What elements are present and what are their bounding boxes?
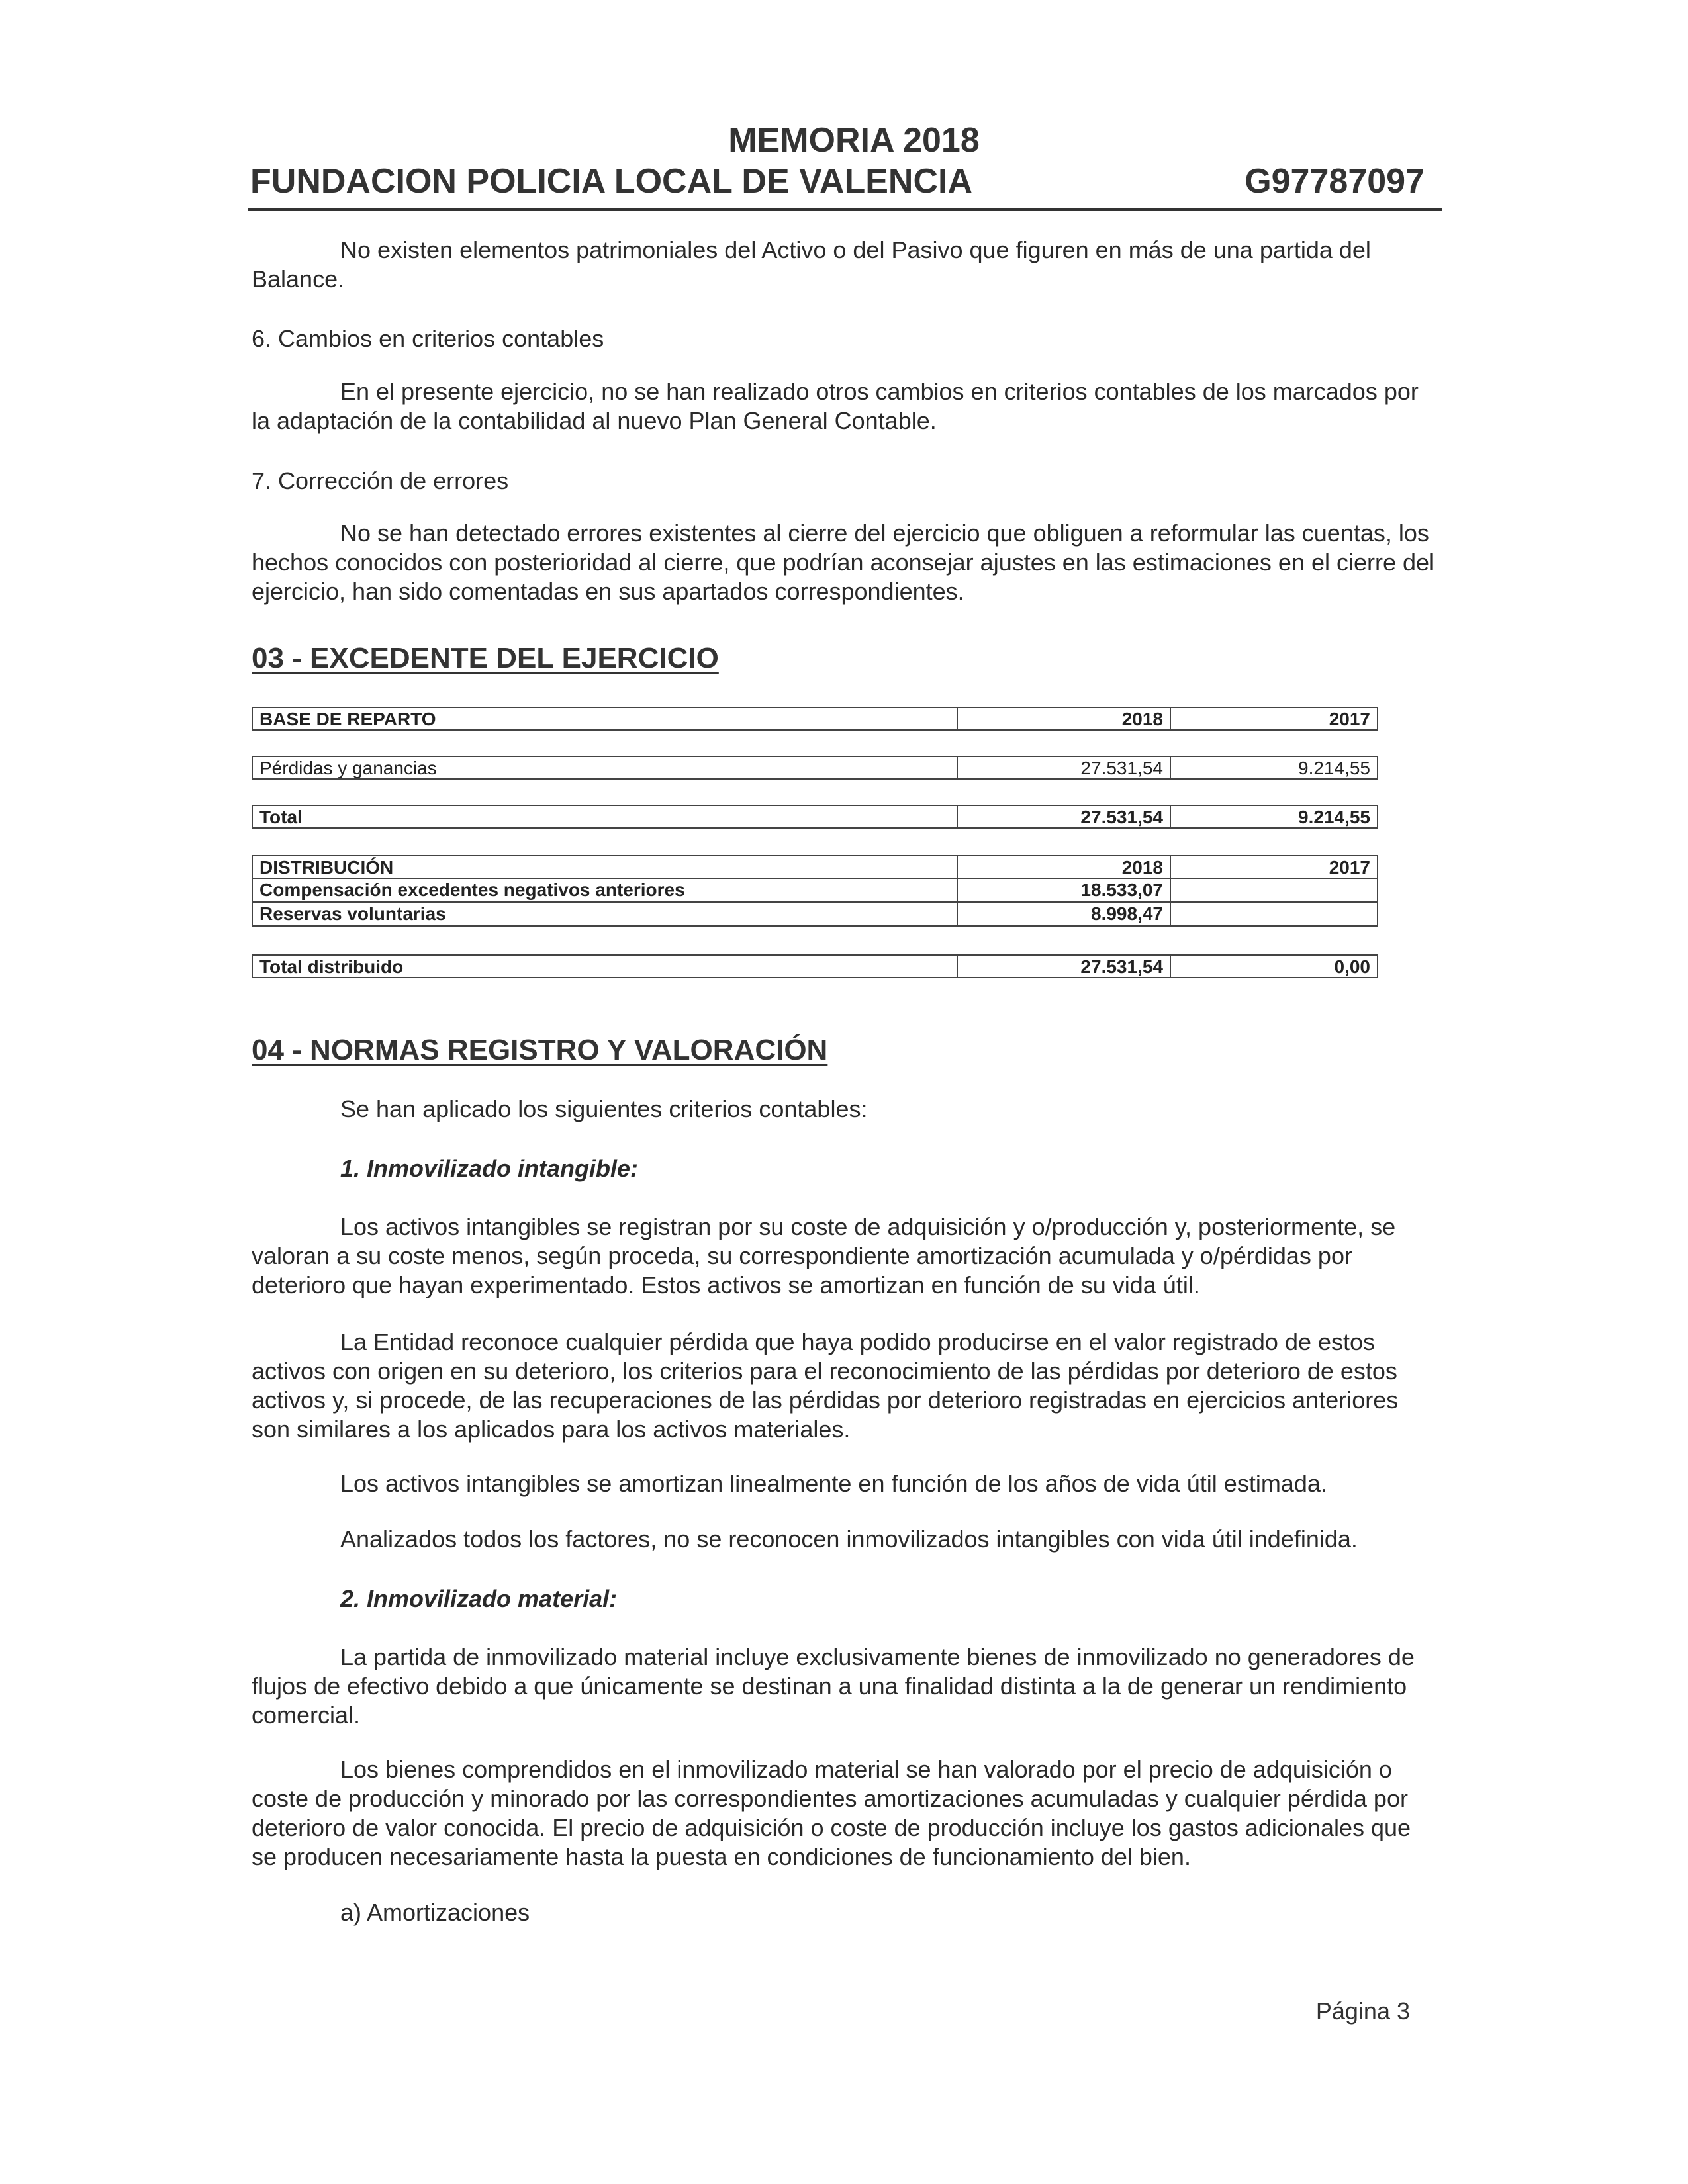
sub1-heading: 1. Inmovilizado intangible: [340, 1155, 639, 1182]
sub2-item-a: a) Amortizaciones [340, 1899, 530, 1926]
section7-heading: 7. Corrección de errores [252, 467, 509, 494]
dist-header-label: DISTRIBUCIÓN [252, 855, 957, 879]
sub2-paragraph: La partida de inmovilizado material incluye exclusivamente bienes de inmovilizado no generadores de flujos de efectivo debido a que únicamente se destinan a una finalidad distinta a la de generar un rendimiento comercial. [252, 1643, 1415, 1729]
sub1-paragraph: La Entidad reconoce cualquier pérdida que haya podido producirse en el valor registrado de estos activos con origen en su deterioro, los criterios para el reconocimiento de las pérdidas por deterioro de estos activos y, si procede, de las recuperaciones de las pérdidas por deterioro registradas en ejercicios anteriores son similares a los aplicados para los activos materiales. [252, 1328, 1399, 1443]
base-total-2017: 9.214,55 [1170, 805, 1378, 829]
intro-paragraph: No existen elementos patrimoniales del Activo o del Pasivo que figuren en más de una partida del Balance. [252, 236, 1371, 293]
base-total-2018: 27.531,54 [957, 805, 1170, 829]
dist-row-2017 [1170, 879, 1378, 903]
section04-intro: Se han aplicado los siguientes criterios contables: [340, 1095, 868, 1122]
section6-heading: 6. Cambios en criterios contables [252, 325, 604, 352]
base-table-header [252, 707, 1378, 731]
table-row [252, 879, 1378, 903]
dist-row-2017 [1170, 903, 1378, 927]
base-header-2017: 2017 [1170, 707, 1378, 731]
sub1-paragraph: Los activos intangibles se amortizan linealmente en función de los años de vida útil estimada. [340, 1470, 1327, 1497]
base-row-2017: 9.214,55 [1170, 756, 1378, 780]
dist-table-total [252, 954, 1378, 978]
dist-row-2018: 8.998,47 [957, 903, 1170, 927]
cif-number: G97787097 [1244, 162, 1425, 201]
dist-header-2017: 2017 [1170, 855, 1378, 879]
dist-row-label: Reservas voluntarias [252, 903, 957, 927]
base-header-2018: 2018 [957, 707, 1170, 731]
table-row [252, 903, 1378, 927]
dist-row-label: Compensación excedentes negativos anteriores [252, 879, 957, 903]
section6-paragraph: En el presente ejercicio, no se han realizado otros cambios en criterios contables de los marcados por la adaptación de la contabilidad al nuevo Plan General Contable. [252, 378, 1419, 434]
section7-paragraph: No se han detectado errores existentes al cierre del ejercicio que obliguen a reformular las cuentas, los hechos conocidos con posterioridad al cierre, que podrían aconsejar ajustes en las estimaciones en el cierre del ejercicio, han sido comentadas en sus apartados correspondientes. [252, 520, 1435, 605]
dist-total-2017: 0,00 [1170, 954, 1378, 978]
organization-name: FUNDACION POLICIA LOCAL DE VALENCIA [250, 162, 973, 201]
base-row-label: Pérdidas y ganancias [252, 756, 957, 780]
dist-header-2018: 2018 [957, 855, 1170, 879]
dist-total-label: Total distribuido [252, 954, 957, 978]
section04-title: 04 - NORMAS REGISTRO Y VALORACIÓN [252, 1034, 828, 1066]
header-divider [248, 208, 1442, 211]
memoria-title: MEMORIA 2018 [728, 121, 980, 159]
sub2-paragraph: Los bienes comprendidos en el inmovilizado material se han valorado por el precio de adquisición o coste de producción y minorado por las correspondientes amortizaciones acumuladas y cualquier pérdida por deterioro de valor conocida. El precio de adquisición o coste de producción incluye los gastos adicionales que se producen necesariamente hasta la puesta en condiciones de funcionamiento del bien. [252, 1756, 1411, 1870]
base-row-2018: 27.531,54 [957, 756, 1170, 780]
dist-total-2018: 27.531,54 [957, 954, 1170, 978]
base-header-label: BASE DE REPARTO [252, 707, 957, 731]
sub1-paragraph: Analizados todos los factores, no se reconocen inmovilizados intangibles con vida útil indefinida. [340, 1525, 1358, 1553]
dist-table-header [252, 855, 1378, 879]
base-total-label: Total [252, 805, 957, 829]
base-table-total [252, 805, 1378, 829]
table-row [252, 756, 1378, 780]
sub1-paragraph: Los activos intangibles se registran por su coste de adquisición y o/producción y, posteriormente, se valoran a su coste menos, según proceda, su correspondiente amortización acumulada y o/pérdidas por deterioro que hayan experimentado. Estos activos se amortizan en función de su vida útil. [252, 1213, 1396, 1298]
dist-row-2018: 18.533,07 [957, 879, 1170, 903]
page-number: Página 3 [1315, 1997, 1410, 2025]
sub2-heading: 2. Inmovilizado material: [340, 1585, 618, 1612]
section03-title: 03 - EXCEDENTE DEL EJERCICIO [252, 642, 719, 674]
